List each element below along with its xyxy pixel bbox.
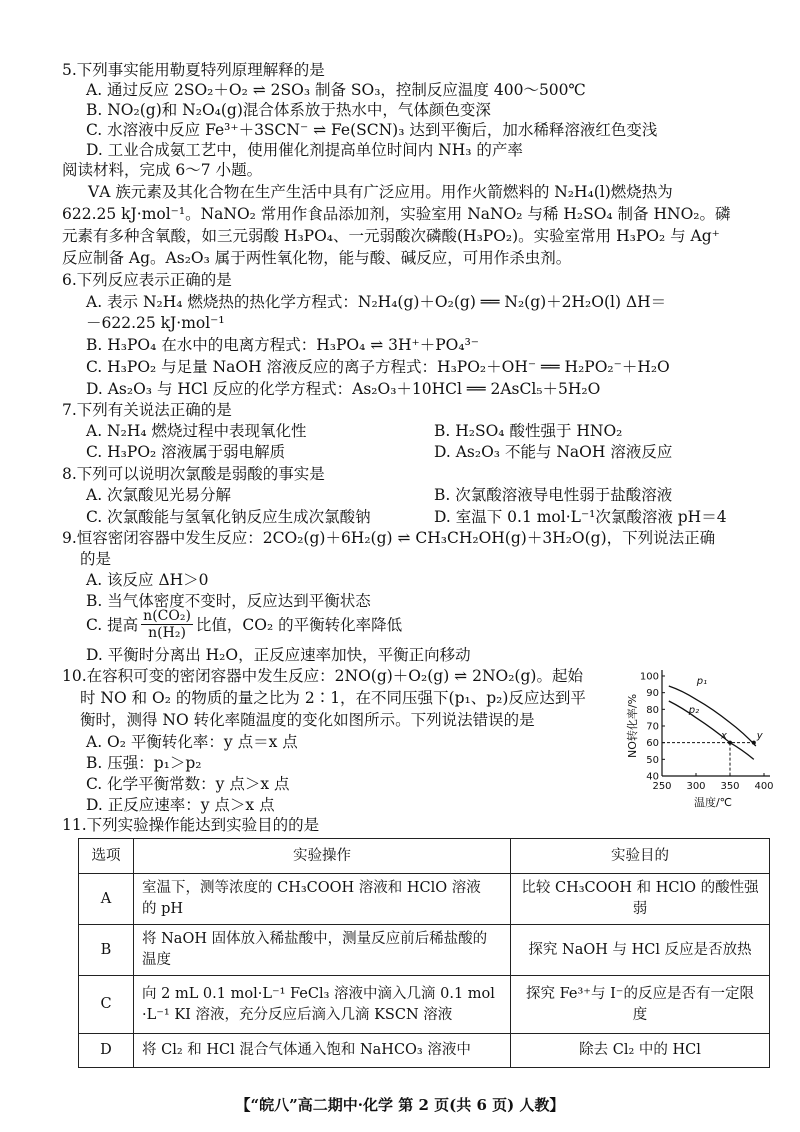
x-tick-label: 300 — [686, 781, 706, 792]
row-option: B — [79, 925, 134, 976]
row-option: C — [79, 976, 134, 1034]
series-label-2: p₂ — [688, 705, 700, 716]
y-tick-label: 70 — [646, 721, 659, 733]
q10-option-d: D. 正反应速率：y 点＞x 点 — [86, 796, 275, 814]
q6-option-a-cont: －622.25 kJ·mol⁻¹ — [86, 314, 225, 332]
table-row — [79, 925, 770, 976]
passage-line-1: ⅤA 族元素及其化合物在生产生活中具有广泛应用。用作火箭燃料的 N₂H₄(l)燃烧热为 — [88, 183, 673, 201]
x-tick-label: 250 — [652, 781, 672, 792]
x-axis-label: 温度/℃ — [693, 796, 733, 809]
row-option: A — [79, 874, 134, 925]
y-tick-label: 60 — [646, 738, 659, 750]
table-row — [79, 1034, 770, 1068]
row-operation-line: 室温下，测等浓度的 CH₃COOH 溶液和 HClO 溶液 — [142, 880, 481, 896]
q5-option-b: B. NO₂(g)和 N₂O₄(g)混合体系放于热水中，气体颜色变深 — [86, 101, 491, 119]
x-tick-label: 350 — [720, 781, 740, 792]
q8-option-d: D. 室温下 0.1 mol·L⁻¹次氯酸溶液 pH＝4 — [434, 508, 727, 526]
q10-option-c: C. 化学平衡常数：y 点＞x 点 — [86, 775, 290, 793]
q10-stem-cont-1: 时 NO 和 O₂ 的物质的量之比为 2∶1，在不同压强下(p₁、p₂)反应达到平 — [80, 689, 586, 707]
experiment-table — [78, 838, 770, 1068]
x-tick-label: 400 — [754, 781, 774, 792]
point-marker — [728, 741, 732, 745]
row-operation-line: 将 NaOH 固体放入稀盐酸中，测量反应前后稀盐酸的 — [142, 931, 488, 947]
table-header-row — [79, 839, 770, 874]
point-marker — [752, 741, 756, 745]
y-tick-label: 90 — [646, 688, 659, 700]
row-operation — [134, 925, 511, 976]
q9-option-c-prefix: C. 提高 — [86, 616, 139, 634]
row-goal: 除去 Cl₂ 中的 HCl — [511, 1034, 770, 1068]
q9-option-b: B. 当气体密度不变时，反应达到平衡状态 — [86, 592, 371, 610]
series-label-1: p₁ — [696, 676, 708, 687]
no-conversion-chart — [614, 664, 784, 814]
header-operation: 实验操作 — [134, 839, 511, 874]
q6-option-a: A. 表示 N₂H₄ 燃烧热的热化学方程式：N₂H₄(g)＋O₂(g) ══ N₂(g)＋2H₂O(l) ΔH＝ — [86, 293, 667, 311]
table-row — [79, 874, 770, 925]
point-label: x — [721, 730, 727, 742]
y-tick-label: 40 — [646, 771, 659, 783]
header-goal: 实验目的 — [511, 839, 770, 874]
passage-intro: 阅读材料，完成 6～7 小题。 — [62, 161, 263, 179]
series-line-1 — [669, 686, 756, 746]
row-option: D — [79, 1034, 134, 1068]
q9-fraction-numerator: n(CO₂) — [143, 607, 191, 624]
q9-option-d: D. 平衡时分离出 H₂O，正反应速率加快，平衡正向移动 — [86, 646, 471, 664]
q10-stem-cont-2: 衡时，测得 NO 转化率随温度的变化如图所示。下列说法错误的是 — [80, 711, 535, 729]
q7-option-b: B. H₂SO₄ 酸性强于 HNO₂ — [434, 422, 623, 440]
page-footer: 【“皖八”高二期中·化学 第 2 页(共 6 页) 人教】 — [235, 1096, 565, 1114]
q7-option-d: D. As₂O₃ 不能与 NaOH 溶液反应 — [434, 443, 673, 461]
row-operation-line: 的 pH — [142, 901, 184, 917]
passage-line-4: 反应制备 Ag。As₂O₃ 属于两性氧化物，能与酸、碱反应，可用作杀虫剂。 — [62, 249, 572, 267]
q10-option-b: B. 压强：p₁＞p₂ — [86, 754, 202, 772]
q9-option-a: A. 该反应 ΔH＞0 — [86, 571, 209, 589]
q6-option-b: B. H₃PO₄ 在水中的电离方程式：H₃PO₄ ⇌ 3H⁺＋PO₄³⁻ — [86, 336, 479, 354]
q7-option-a: A. N₂H₄ 燃烧过程中表现氧化性 — [86, 422, 307, 440]
row-operation — [134, 874, 511, 925]
row-operation — [134, 976, 511, 1034]
q5-option-a: A. 通过反应 2SO₂＋O₂ ⇌ 2SO₃ 制备 SO₃，控制反应温度 400～500℃ — [86, 81, 586, 99]
q8-option-a: A. 次氯酸见光易分解 — [86, 486, 232, 504]
passage-line-2: 622.25 kJ·mol⁻¹。NaNO₂ 常用作食品添加剂，实验室用 NaNO₂ 与稀 H₂SO₄ 制备 HNO₂。磷 — [62, 205, 731, 223]
q9-option-c — [86, 606, 402, 642]
q5-option-d: D. 工业合成氨工艺中，使用催化剂提高单位时间内 NH₃ 的产率 — [86, 141, 523, 159]
row-operation-line: ·L⁻¹ KI 溶液，充分反应后滴入几滴 KSCN 溶液 — [142, 1006, 453, 1023]
q8-stem: 8.下列可以说明次氯酸是弱酸的事实是 — [62, 465, 325, 483]
y-tick-label: 50 — [646, 754, 659, 766]
row-operation-line: 向 2 mL 0.1 mol·L⁻¹ FeCl₃ 溶液中滴入几滴 0.1 mol — [142, 985, 495, 1002]
q9-fraction-denominator: n(H₂) — [148, 624, 186, 641]
row-operation: 将 Cl₂ 和 HCl 混合气体通入饱和 NaHCO₃ 溶液中 — [134, 1034, 511, 1068]
q8-option-c: C. 次氯酸能与氢氧化钠反应生成次氯酸钠 — [86, 508, 371, 526]
q5-option-c: C. 水溶液中反应 Fe³⁺＋3SCN⁻ ⇌ Fe(SCN)₃ 达到平衡后，加水稀释溶液红色变浅 — [86, 121, 658, 139]
row-goal: 比较 CH₃COOH 和 HClO 的酸性强弱 — [511, 874, 770, 925]
q10-option-a: A. O₂ 平衡转化率：y 点＝x 点 — [86, 733, 298, 751]
q11-stem: 11.下列实验操作能达到实验目的的是 — [62, 816, 320, 834]
q8-option-b: B. 次氯酸溶液导电性弱于盐酸溶液 — [434, 486, 673, 504]
q9-option-c-suffix: 比值，CO₂ 的平衡转化率降低 — [195, 616, 403, 634]
y-tick-label: 80 — [646, 704, 659, 716]
q6-option-d: D. As₂O₃ 与 HCl 反应的化学方程式：As₂O₃＋10HCl ══ 2AsCl₅＋5H₂O — [86, 380, 601, 398]
q9-fraction — [141, 608, 193, 641]
q6-option-c: C. H₃PO₂ 与足量 NaOH 溶液反应的离子方程式：H₃PO₂＋OH⁻ ══ H₂PO₂⁻＋H₂O — [86, 358, 670, 376]
row-goal: 探究 NaOH 与 HCl 反应是否放热 — [511, 925, 770, 976]
q7-option-c: C. H₃PO₂ 溶液属于弱电解质 — [86, 443, 286, 461]
q9-stem-cont: 的是 — [80, 550, 112, 568]
q9-stem: 9.恒容密闭容器中发生反应：2CO₂(g)＋6H₂(g) ⇌ CH₃CH₂OH(g)＋3H₂O(g)，下列说法正确 — [62, 529, 716, 547]
q10-stem: 10.在容积可变的密闭容器中发生反应：2NO(g)＋O₂(g) ⇌ 2NO₂(g)。起始 — [62, 667, 583, 685]
q6-stem: 6.下列反应表示正确的是 — [62, 271, 232, 289]
y-tick-label: 100 — [639, 671, 659, 683]
row-goal: 探究 Fe³⁺与 I⁻的反应是否有一定限度 — [511, 976, 770, 1034]
passage-line-3: 元素有多种含氧酸，如三元弱酸 H₃PO₄、一元弱酸次磷酸(H₃PO₂)。实验室常用 H₃PO₂ 与 Ag⁺ — [62, 227, 720, 245]
row-operation-line: 温度 — [142, 952, 171, 968]
y-axis-label: NO转化率/% — [626, 693, 639, 759]
q7-stem: 7.下列有关说法正确的是 — [62, 401, 232, 419]
header-option: 选项 — [79, 839, 134, 874]
point-label: y — [756, 730, 763, 742]
q5-stem: 5.下列事实能用勒夏特列原理解释的是 — [62, 61, 325, 79]
series-line-2 — [669, 701, 754, 759]
table-row — [79, 976, 770, 1034]
